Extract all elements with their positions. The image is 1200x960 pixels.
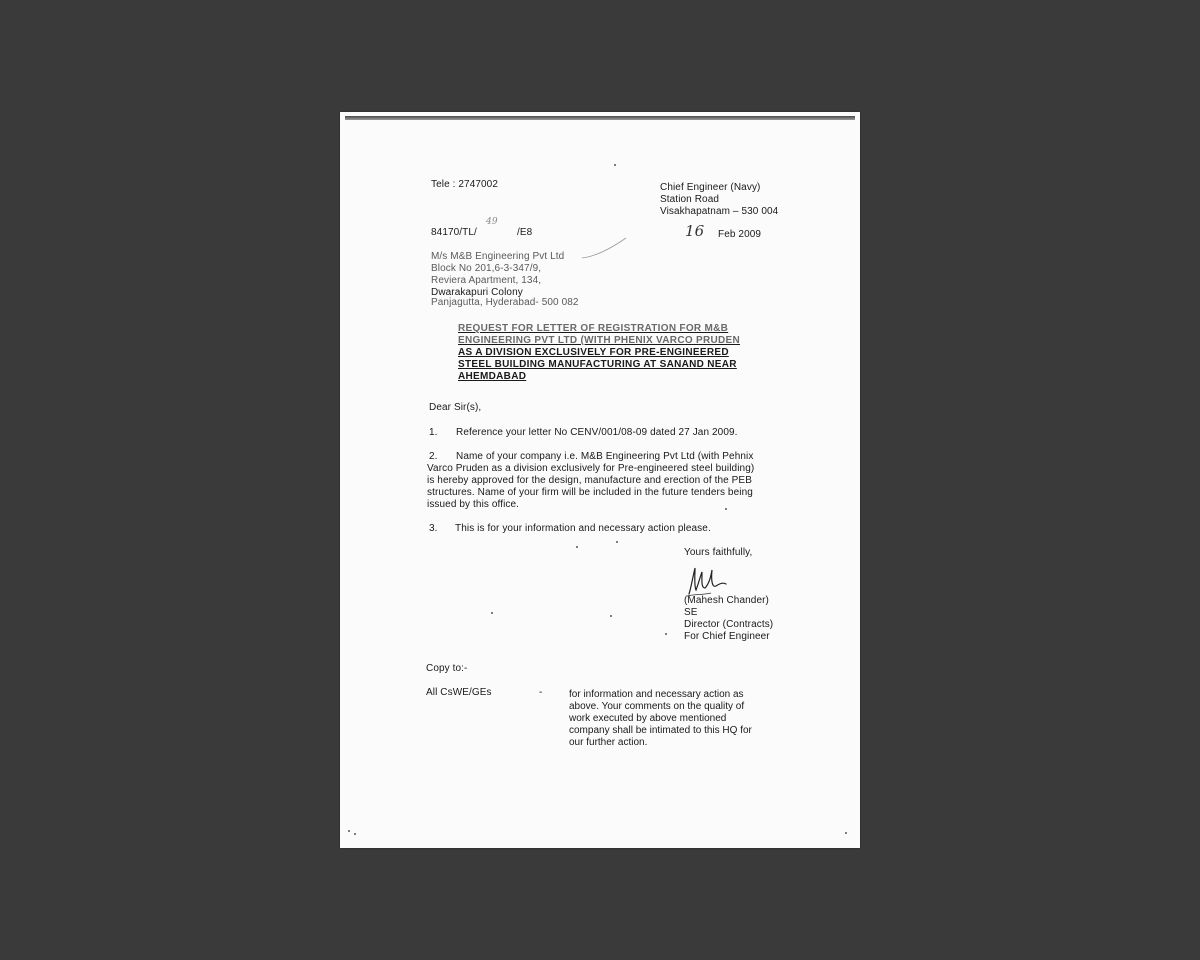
scan-speck <box>354 833 356 835</box>
para-2-line-5: issued by this office. <box>427 499 520 510</box>
para-3-number: 3. <box>429 523 438 534</box>
scan-speck <box>845 832 847 834</box>
copy-to-line-3: work executed by above mentioned <box>569 713 727 724</box>
handwritten-signature <box>685 560 730 598</box>
addressee-line-2: Block No 201,6-3-347/9, <box>431 263 542 274</box>
copy-to-remarks <box>569 689 784 749</box>
scan-speck <box>610 615 612 617</box>
addressee-line-5: Panjagutta, Hyderabad- 500 082 <box>431 297 579 308</box>
scan-speck <box>725 508 727 510</box>
reference-suffix: /E8 <box>517 227 533 238</box>
signatory-designation: Director (Contracts) <box>684 619 774 630</box>
subject-heading <box>458 323 760 383</box>
copy-to-line-4: company shall be intimated to this HQ for <box>569 725 752 736</box>
scan-speck <box>348 830 350 832</box>
para-2-line-1: Name of your company i.e. M&B Engineering Pvt Ltd (with Pehnix <box>456 451 754 462</box>
date-handwritten-day: 16 <box>685 222 705 240</box>
para-3-text: This is for your information and necessary action please. <box>455 523 711 534</box>
scanned-letter-page <box>340 112 860 848</box>
copy-to-dash: - <box>539 687 543 698</box>
copy-to-line-1: for information and necessary action as <box>569 689 744 700</box>
signatory-name: (Mahesh Chander) <box>684 595 769 606</box>
para-2-number: 2. <box>429 451 438 462</box>
scan-speck <box>616 541 618 543</box>
pen-stroke-mark <box>580 234 630 262</box>
para-2-line-4: structures. Name of your firm will be included in the future tenders being <box>427 487 753 498</box>
addressee-line-1: M/s M&B Engineering Pvt Ltd <box>431 251 565 262</box>
closing-yours-faithfully: Yours faithfully, <box>684 547 753 558</box>
telephone-number: Tele : 2747002 <box>431 179 499 190</box>
copy-to-line-5: our further action. <box>569 737 648 748</box>
para-1-number: 1. <box>429 427 438 438</box>
scan-speck <box>665 633 667 635</box>
reference-handwritten-number: 49 <box>486 217 498 227</box>
addressee-line-4: Dwarakapuri Colony <box>431 287 523 298</box>
salutation: Dear Sir(s), <box>429 402 482 413</box>
sender-line-2: Station Road <box>660 194 720 205</box>
para-2-line-3: is hereby approved for the design, manufacture and erection of the PEB <box>427 475 752 486</box>
scan-speck <box>576 546 578 548</box>
scan-speck <box>614 164 616 166</box>
subject-line-2: ENGINEERING PVT LTD (WITH PHENIX VARCO PRUDEN <box>458 335 741 346</box>
reference-prefix: 84170/TL/ <box>431 227 477 238</box>
sender-line-1: Chief Engineer (Navy) <box>660 182 761 193</box>
scan-speck <box>491 612 493 614</box>
signatory-for-line: For Chief Engineer <box>684 631 770 642</box>
copy-to-recipient: All CsWE/GEs <box>426 687 492 698</box>
subject-line-4: STEEL BUILDING MANUFACTURING AT SANAND NEAR <box>458 359 737 370</box>
para-1-text: Reference your letter No CENV/001/08-09 dated 27 Jan 2009. <box>456 427 738 438</box>
addressee-line-3: Reviera Apartment, 134, <box>431 275 542 286</box>
subject-line-5: AHEMDABAD <box>458 371 527 382</box>
signatory-rank: SE <box>684 607 698 618</box>
copy-to-heading: Copy to:- <box>426 663 468 674</box>
subject-line-3: AS A DIVISION EXCLUSIVELY FOR PRE-ENGINEERED <box>458 347 729 358</box>
subject-line-1: REQUEST FOR LETTER OF REGISTRATION FOR M&B <box>458 323 729 334</box>
scan-edge-shadow <box>345 116 855 120</box>
copy-to-line-2: above. Your comments on the quality of <box>569 701 745 712</box>
sender-line-3: Visakhapatnam – 530 004 <box>660 206 779 217</box>
para-2-line-2: Varco Pruden as a division exclusively for Pre-engineered steel building) <box>427 463 755 474</box>
date-month-year: Feb 2009 <box>718 229 762 240</box>
